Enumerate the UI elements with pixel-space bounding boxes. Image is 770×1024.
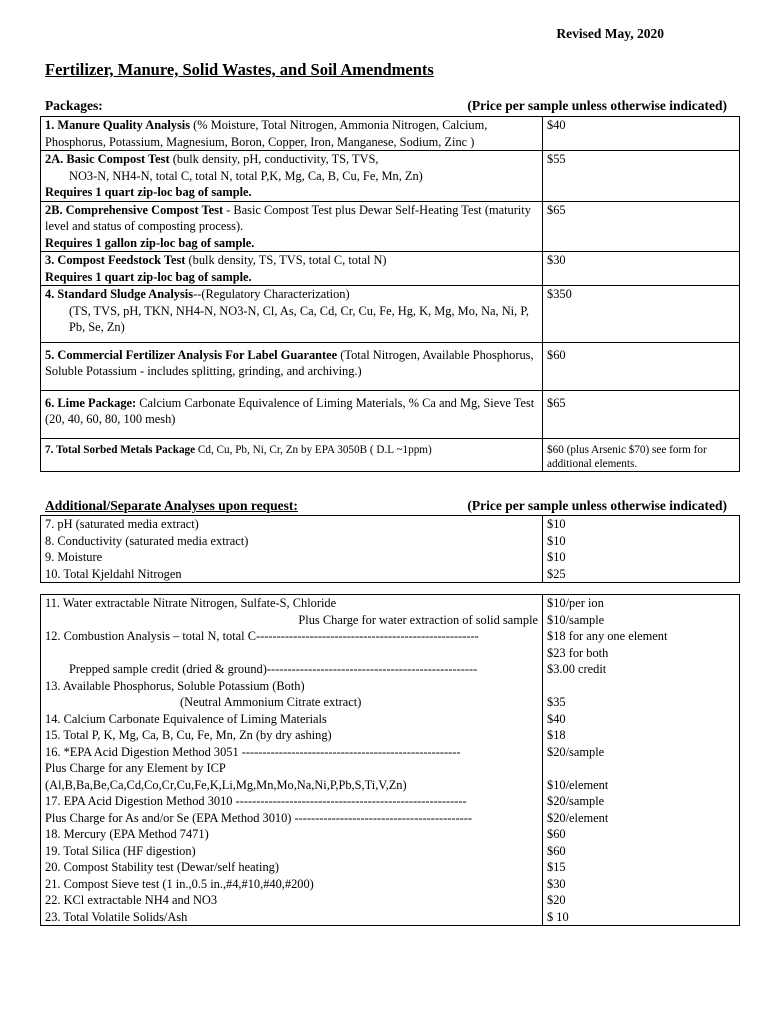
package-desc: 5. Commercial Fertilizer Analysis For Label Guarantee (Total Nitrogen, Available Phosphorus, Soluble Potassium - includes splitting, grinding, and archiving.): [41, 342, 543, 390]
package-desc: 2A. Basic Compost Test (bulk density, pH, conductivity, TS, TVS, NO3-N, NH4-N, total C, total N, total P,K, Mg, Ca, B, Cu, Fe, Mn, Zn) Requires 1 quart zip-loc bag of sample.: [41, 151, 543, 202]
price-note: (Price per sample unless otherwise indicated): [467, 498, 727, 513]
package-desc: 2B. Comprehensive Compost Test - Basic Compost Test plus Dewar Self-Heating Test (maturity level and status of composting process). Requires 1 gallon zip-loc bag of sample.: [41, 201, 543, 252]
package-price: $60 (plus Arsenic $70) see form for additional elements.: [543, 438, 740, 471]
additional-table-a: [40, 515, 740, 583]
packages-header: [45, 98, 727, 114]
table-row: [41, 201, 740, 252]
package-desc: 4. Standard Sludge Analysis--(Regulatory Characterization) (TS, TVS, pH, TKN, NH4-N, NO3-N, Cl, As, Ca, Cd, Cr, Cu, Fe, Hg, K, Mg, Mo, Na, Ni, P, Pb, Se, Zn): [41, 286, 543, 343]
packages-label: Packages:: [45, 98, 103, 113]
additional-table-b: [40, 594, 740, 926]
table-row: [41, 252, 740, 286]
package-price: $60: [543, 342, 740, 390]
table-row: [41, 516, 740, 583]
package-desc: 7. Total Sorbed Metals Package Cd, Cu, Pb, Ni, Cr, Zn by EPA 3050B ( D.L ~1ppm): [41, 438, 543, 471]
table-row: [41, 342, 740, 390]
package-price: $65: [543, 201, 740, 252]
package-desc: 3. Compost Feedstock Test (bulk density, TS, TVS, total C, total N) Requires 1 quart zip-loc bag of sample.: [41, 252, 543, 286]
table-row: [41, 151, 740, 202]
analysis-desc: 7. pH (saturated media extract) 8. Conductivity (saturated media extract) 9. Moisture 10. Total Kjeldahl Nitrogen: [41, 516, 543, 583]
analysis-price: $10/per ion $10/sample $18 for any one element $23 for both $3.00 credit $35 $40 $18 $20/sample $10/element $20/sample $20/element $60 $60 $15 $30 $20 $ 10: [543, 595, 740, 926]
additional-label: Additional/Separate Analyses upon request:: [45, 498, 298, 513]
revision-date: Revised May, 2020: [556, 26, 664, 41]
package-price: $30: [543, 252, 740, 286]
additional-header: [45, 498, 727, 514]
table-row: [41, 390, 740, 438]
table-row: [41, 595, 740, 926]
packages-table: [40, 116, 740, 472]
package-price: $40: [543, 117, 740, 151]
price-note: (Price per sample unless otherwise indicated): [467, 98, 727, 113]
package-price: $350: [543, 286, 740, 343]
table-row: [41, 117, 740, 151]
analysis-price: $10 $10 $10 $25: [543, 516, 740, 583]
package-desc: 6. Lime Package: Calcium Carbonate Equivalence of Liming Materials, % Ca and Mg, Sieve Test (20, 40, 60, 80, 100 mesh): [41, 390, 543, 438]
package-price: $55: [543, 151, 740, 202]
page-title: Fertilizer, Manure, Solid Wastes, and Soil Amendments: [45, 60, 434, 79]
analysis-desc: 11. Water extractable Nitrate Nitrogen, Sulfate-S, Chloride Plus Charge for water extraction of solid sample 12. Combustion Analysis – total N, total C------------------------------------------------------ Prepped sample credit (dried & ground)--------------------------------------------------- 13. Available Phosphorus, Soluble Potassium (Both) (Neutral Ammonium Citrate extract) 14. Calcium Carbonate Equivalence of Liming Materials 15. Total P, K, Mg, Ca, B, Cu, Fe, Mn, Zn (by dry ashing) 16. *EPA Acid Digestion Method 3051 ----------------------------------------------------- Plus Charge for any Element by ICP (Al,B,Ba,Be,Ca,Cd,Co,Cr,Cu,Fe,K,Li,Mg,Mn,Mo,Na,Ni,P,Pb,S,Ti,V,Zn) 17. EPA Acid Digestion Method 3010 -------------------------------------------------------- Plus Charge for As and/or Se (EPA Method 3010) ------------------------------------------- 18. Mercury (EPA Method 7471) 19. Total Silica (HF digestion) 20. Compost Stability test (Dewar/self heating) 21. Compost Sieve test (1 in.,0.5 in.,#4,#10,#40,#200) 22. KCl extractable NH4 and NO3 23. Total Volatile Solids/Ash: [41, 595, 543, 926]
table-row: [41, 286, 740, 343]
table-row: [41, 438, 740, 471]
package-price: $65: [543, 390, 740, 438]
package-desc: 1. Manure Quality Analysis (% Moisture, Total Nitrogen, Ammonia Nitrogen, Calcium, Phosphorus, Potassium, Magnesium, Boron, Copper, Iron, Manganese, Sodium, Zinc ): [41, 117, 543, 151]
